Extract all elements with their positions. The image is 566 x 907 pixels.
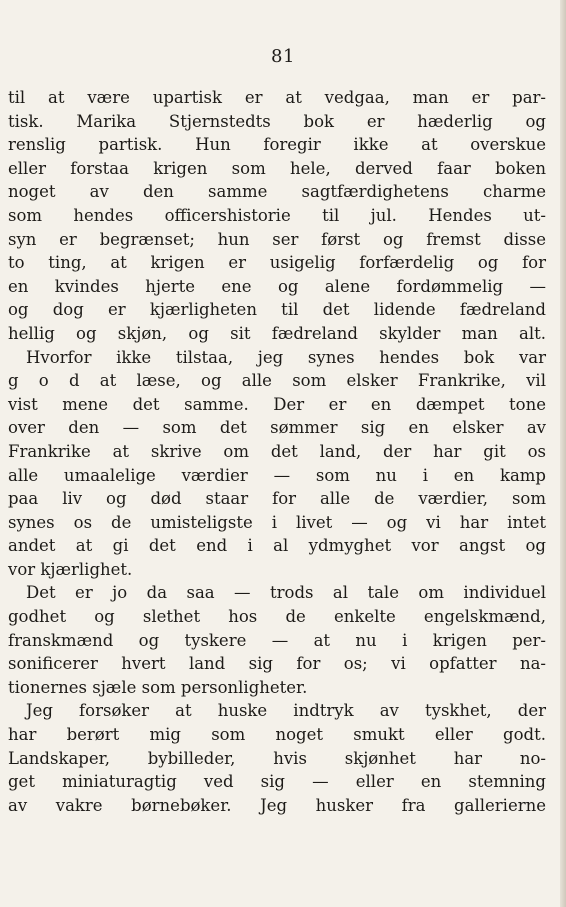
body-text [8,86,546,817]
text-line: noget av den samme sagtfærdighetens charme [8,182,546,202]
text-line: har berørt mig som noget smukt eller godt. [8,725,546,745]
page-number: 81 [271,46,295,67]
text-line: og dog er kjærligheten til det lidende fædreland [8,300,546,320]
text-line: til at være upartisk er at vedgaa, man er par- [8,88,546,107]
text-line: av vakre børnebøker. Jeg husker fra gallerierne [8,795,546,815]
text-line: synes os de umisteligste i livet — og vi har intet [8,512,546,532]
text-line: Jeg forsøker at huske indtryk av tyskhet, der [26,701,546,721]
text-line: g o d at læse, og alle som elsker Frankrike, vil [8,371,546,391]
text-line: godhet og slethet hos de enkelte engelskmænd, [8,607,546,627]
text-line: en kvindes hjerte ene og alene fordømmelig — [8,276,546,296]
text-line: hellig og skjøn, og sit fædreland skylder man alt. [8,323,546,343]
text-line: sonificerer hvert land sig for os; vi opfatter na- [8,654,546,674]
text-line: som hendes officershistorie til jul. Hendes ut- [8,205,546,225]
text-line: Hvorfor ikke tilstaa, jeg synes hendes bok var [26,347,546,367]
text-line: renslig partisk. Hun foregir ikke at overskue [8,135,546,155]
text-line: Det er jo da saa — trods al tale om individuel [26,583,546,603]
text-line: eller forstaa krigen som hele, derved faar boken [8,158,546,178]
text-line: alle umaalelige værdier — som nu i en kamp [8,465,546,485]
text-line: tisk. Marika Stjernstedts bok er hæderlig og [8,111,546,131]
text-line: andet at gi det end i al ydmyghet vor angst og [8,536,546,556]
text-line: franskmænd og tyskere — at nu i krigen per- [8,630,546,650]
text-line: get miniaturagtig ved sig — eller en stemning [8,772,546,792]
text-line: paa liv og død staar for alle de værdier, som [8,489,546,509]
text-line: over den — som det sømmer sig en elsker av [8,418,546,438]
text-line: syn er begrænset; hun ser først og fremst disse [8,229,546,249]
text-line: Frankrike at skrive om det land, der har git os [8,441,546,461]
text-line: to ting, at krigen er usigelig forfærdelig og for [8,253,546,273]
text-line: vist mene det samme. Der er en dæmpet tone [8,394,546,414]
text-line: vor kjærlighet. [8,559,133,579]
page-edge [560,0,566,907]
text-line: Landskaper, bybilleder, hvis skjønhet har no- [8,748,546,768]
text-line: tionernes sjæle som personligheter. [8,677,308,697]
